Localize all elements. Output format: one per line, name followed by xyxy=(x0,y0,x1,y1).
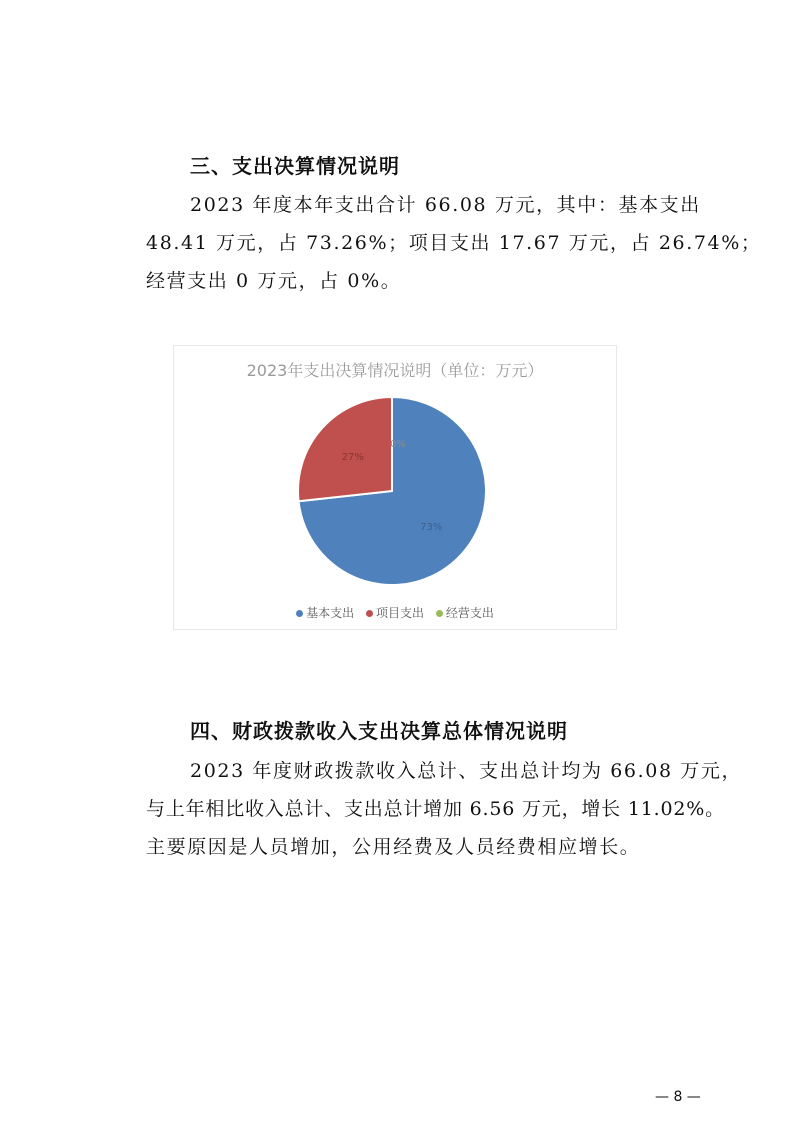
legend-label: 基本支出 xyxy=(306,606,355,620)
chart-legend xyxy=(174,604,616,621)
paragraph-line: 48.41 万元，占 73.26%；项目支出 17.67 万元，占 26.74%； xyxy=(146,232,762,254)
expenditure-pie-chart xyxy=(173,345,617,630)
section-heading-fiscal: 四、财政拨款收入支出决算总体情况说明 xyxy=(190,719,568,743)
pie-plot xyxy=(174,346,616,596)
chart-title: 2023年支出决算情况说明（单位：万元） xyxy=(246,361,544,380)
slice-project xyxy=(298,397,392,501)
legend-item-project xyxy=(366,604,424,621)
legend-label: 项目支出 xyxy=(375,606,424,620)
legend-swatch xyxy=(296,610,303,617)
legend-swatch xyxy=(366,610,373,617)
data-label-basic: 73% xyxy=(420,522,443,534)
section-heading-expenditure: 三、支出决算情况说明 xyxy=(190,154,400,178)
paragraph-line: 2023 年度本年支出合计 66.08 万元，其中：基本支出 xyxy=(190,194,701,216)
legend-item-operating xyxy=(436,604,494,621)
page-number: — 8 — xyxy=(655,1089,701,1105)
data-label-operating: 0% xyxy=(390,439,406,450)
paragraph-line: 经营支出 0 万元，占 0%。 xyxy=(146,270,402,292)
data-label-project: 27% xyxy=(341,451,364,463)
legend-item-basic xyxy=(296,604,354,621)
paragraph-line: 与上年相比收入总计、支出总计增加 6.56 万元，增长 11.02%。 xyxy=(146,798,725,820)
legend-swatch xyxy=(436,610,443,617)
legend-label: 经营支出 xyxy=(445,606,494,620)
paragraph-line: 2023 年度财政拨款收入总计、支出总计均为 66.08 万元， xyxy=(190,760,743,782)
paragraph-line: 主要原因是人员增加，公用经费及人员经费相应增长。 xyxy=(146,836,641,858)
